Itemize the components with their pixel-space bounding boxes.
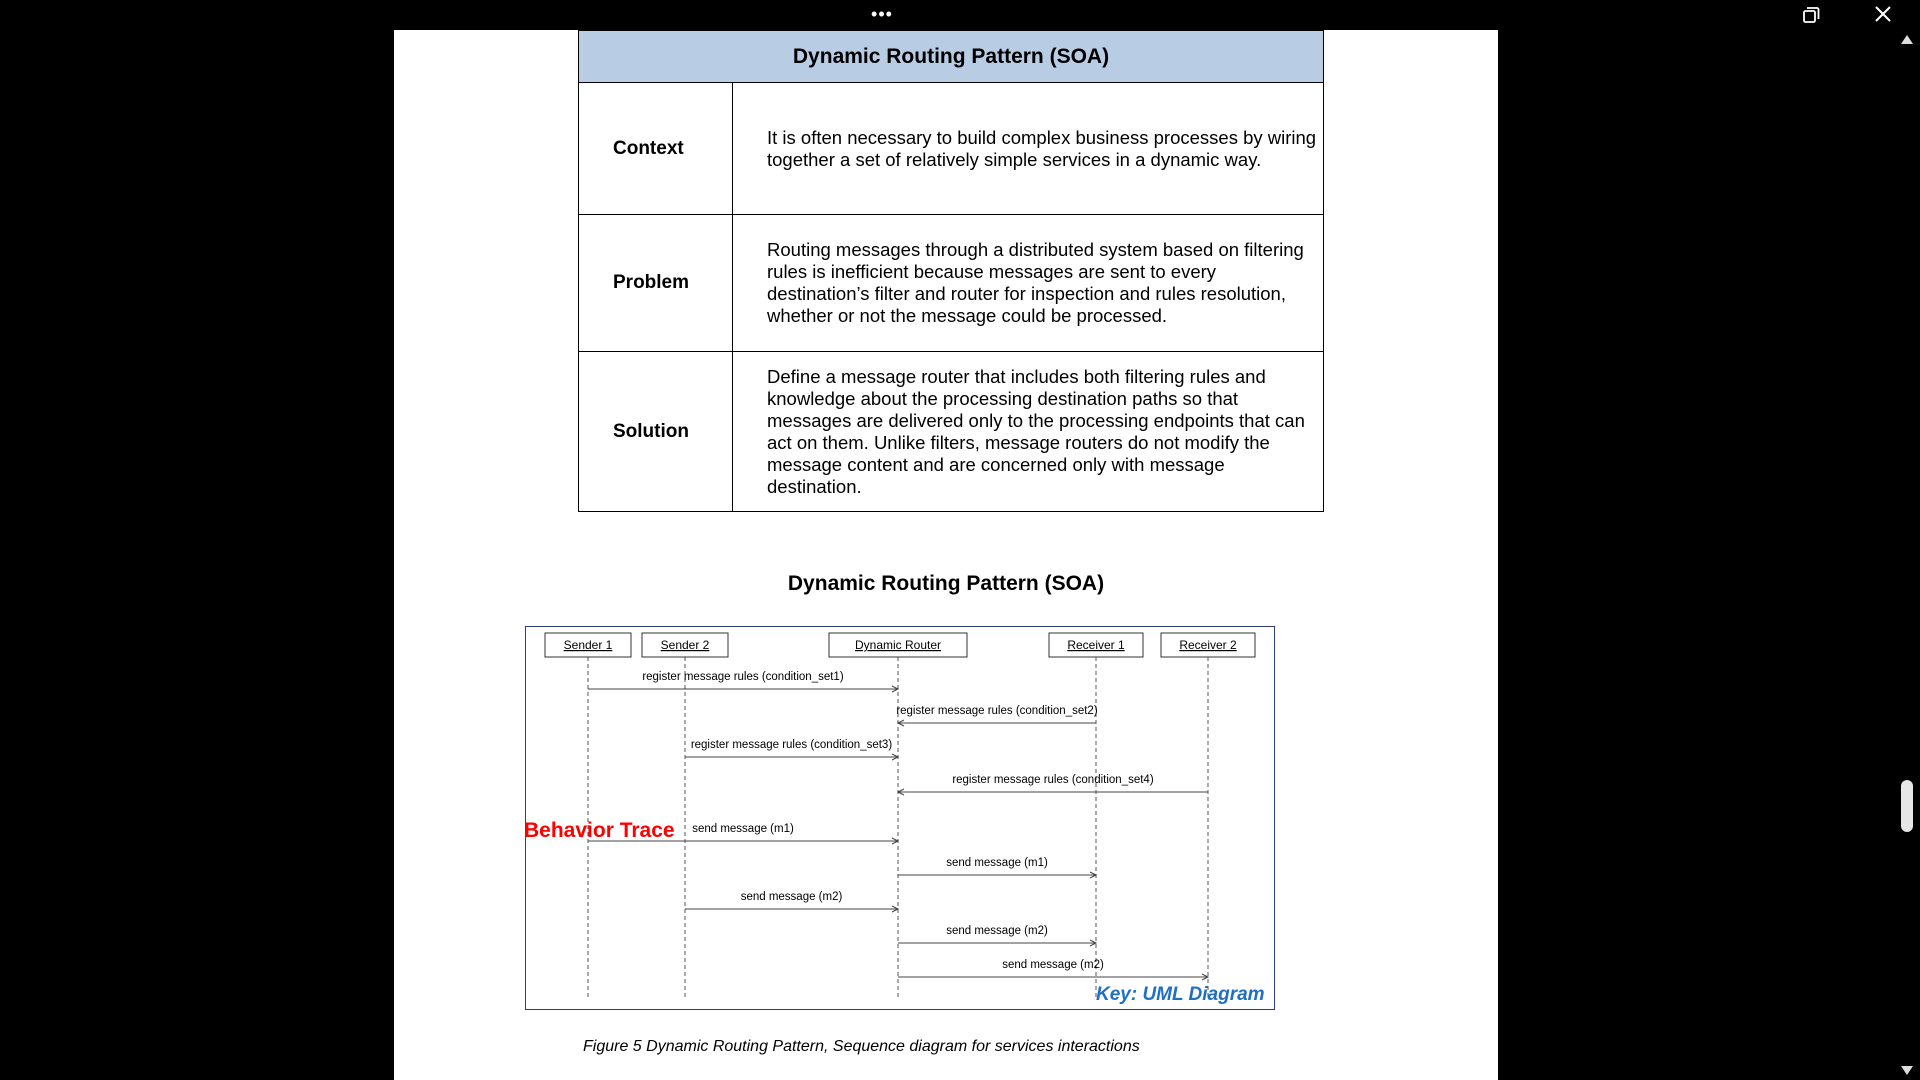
context-text: It is often necessary to build complex business processes by wiring together a set of relatively simple services in a dynamic way.	[733, 83, 1324, 215]
message-label: send message (m1)	[946, 857, 1048, 869]
figure-title: Dynamic Routing Pattern (SOA)	[787, 572, 1105, 595]
solution-label: Solution	[579, 352, 733, 512]
message-label: send message (m1)	[692, 823, 794, 835]
behavior-trace-label: Behavior Trace	[524, 819, 675, 842]
close-icon[interactable]	[1868, 3, 1898, 27]
scroll-thumb[interactable]	[1901, 780, 1913, 832]
table-row	[579, 352, 1324, 512]
participant-label: Receiver 1	[1067, 638, 1125, 652]
key-label: Key: UML Diagram	[1096, 984, 1265, 1005]
message-label: register message rules (condition_set1)	[642, 671, 844, 683]
problem-text: Routing messages through a distributed system based on filtering rules is inefficient because messages are sent to every destination’s filter and router for inspection and rules resolution, whether or not the message could be processed.	[733, 215, 1324, 352]
vertical-scrollbar[interactable]	[1894, 30, 1920, 1080]
sequence-diagram-canvas	[526, 627, 1274, 1009]
title-bar	[0, 0, 1920, 30]
table-row	[579, 215, 1324, 352]
message-label: register message rules (condition_set4)	[952, 774, 1154, 786]
more-dots-icon[interactable]: •••	[871, 4, 893, 24]
table-row	[579, 83, 1324, 215]
message-label: register message rules (condition_set3)	[690, 739, 893, 751]
message-label: send message (m2)	[1002, 959, 1104, 971]
message-label: send message (m2)	[740, 891, 843, 903]
scroll-up-arrow-icon[interactable]	[1894, 32, 1920, 48]
restore-window-icon[interactable]	[1797, 4, 1823, 26]
solution-text: Define a message router that includes both filtering rules and knowledge about the processing destination paths so that messages are delivered only to the processing endpoints that can act on them. Unlike filters, message routers do not modify the message content and are concerned only with message destination.	[733, 352, 1324, 512]
sequence-diagram	[525, 626, 1275, 1010]
table-title: Dynamic Routing Pattern (SOA)	[579, 31, 1324, 83]
problem-label: Problem	[579, 215, 733, 352]
message-label: send message (m2)	[946, 925, 1048, 937]
participant-label: Receiver 2	[1179, 638, 1237, 652]
participant-label: Sender 1	[563, 638, 613, 652]
participant-label: Dynamic Router	[854, 638, 942, 652]
participant-label: Sender 2	[660, 638, 710, 652]
context-label: Context	[579, 83, 733, 215]
message-label: register message rules (condition_set2)	[896, 705, 1098, 717]
pattern-table	[578, 30, 1324, 512]
figure-caption: Figure 5 Dynamic Routing Pattern, Sequence diagram for services interactions	[583, 1038, 1140, 1055]
scroll-down-arrow-icon[interactable]	[1894, 1062, 1920, 1078]
document-page	[394, 30, 1498, 1080]
